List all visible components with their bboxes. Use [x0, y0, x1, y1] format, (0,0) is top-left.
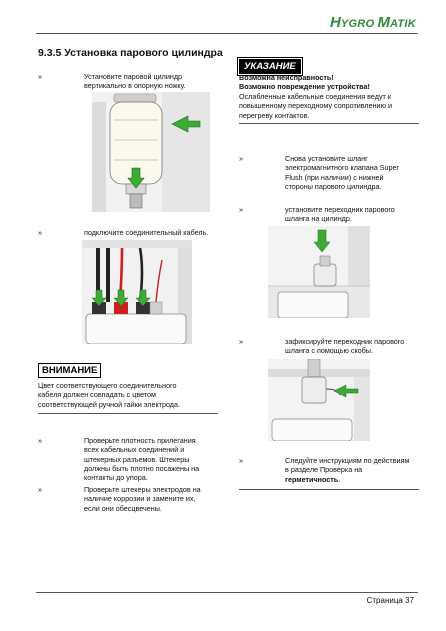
note-badge: УКАЗАНИЕ [239, 59, 301, 74]
bullet-mark: » [38, 72, 42, 81]
cylinder-illustration [92, 92, 210, 212]
note-text: Ослабленные кабельные соединения ведут к повышенному переходному сопротивлению и перегреву контактов. [239, 92, 392, 120]
bullet-mark: » [239, 456, 243, 465]
warning-rule [38, 413, 218, 414]
hose-adapter-illustration [268, 226, 370, 318]
step-check-plugs: » Проверьте штекеры электродов на наличие коррозии и замените их, если они обесцвечены. [38, 485, 201, 513]
note-rule [239, 123, 419, 124]
bullet-mark: » [38, 228, 42, 237]
step-reinstall-hose: » Снова установите шланг электромагнитного клапана Super Flush (при наличии) с нижней стороны парового цилиндра. [239, 154, 399, 191]
header-rule [36, 33, 418, 34]
step-install-cylinder: » Установите паровой цилиндр вертикально в опорную ножку. [38, 72, 186, 91]
bullet-mark: » [38, 485, 42, 494]
warning-badge: ВНИМАНИЕ [38, 363, 101, 378]
section-title: 9.3.5 Установка парового цилиндра [38, 47, 223, 59]
step8-rule [239, 489, 419, 490]
bullet-mark: » [239, 337, 243, 346]
bullet-mark: » [239, 205, 243, 214]
page-number: Страница 37 [366, 596, 414, 605]
leak-check-reference[interactable]: герметичность [285, 474, 339, 484]
note-title: Возможна неисправность! Возможно повреждение устройства! [239, 73, 370, 92]
step-fix-adapter: » зафиксируйте переходник парового шланга с помощью скобы. [239, 337, 405, 356]
step-install-adapter: » установите переходник парового шланга на цилиндр. [239, 205, 395, 224]
warning-text: Цвет соответствующего соединительного кабеля должен совпадать с цветом соответствующей ручной гайки электрода. [38, 381, 180, 409]
adapter-clip-illustration [268, 359, 370, 441]
footer-rule [36, 592, 418, 593]
step-follow-instructions: » Следуйте инструкциям по действиям в разделе Проверка на герметичность. [239, 456, 410, 484]
step-connect-cable: » подключите соединительный кабель. [38, 228, 209, 237]
bullet-mark: » [239, 154, 243, 163]
step-check-connections: » Проверьте плотность прилегания всех кабельных соединений и штекерных разъемов. Штекеры должны быть плотно посажены на контакты до упора. [38, 436, 200, 483]
cable-connection-illustration [82, 240, 192, 344]
bullet-mark: » [38, 436, 42, 445]
hygromatik-logo: H YGRO M ATIK [330, 14, 416, 31]
